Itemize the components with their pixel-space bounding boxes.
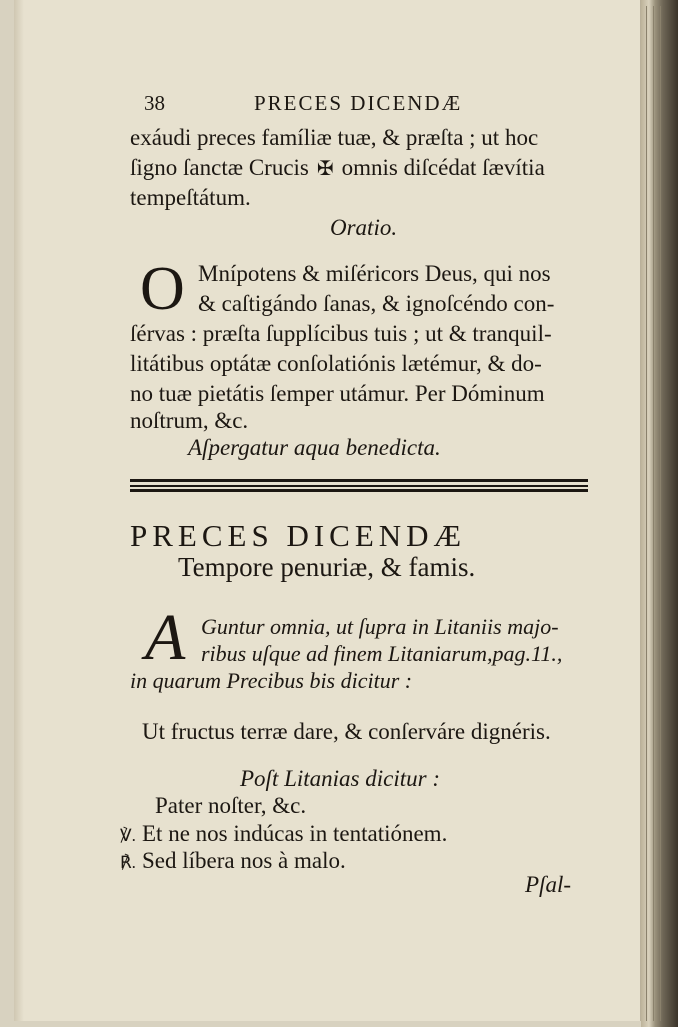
text-line: in quarum Precibus bis dicitur : [130,668,413,693]
divider [130,489,588,492]
drop-capital-a: A [145,601,186,674]
page-number: 38 [144,91,165,115]
versicle-line: ℣. Et ne nos indúcas in tentatiónem. [120,820,447,850]
section-title: PRECES DICENDÆ [130,518,467,553]
section-subtitle: Tempore penuriæ, & famis. [178,552,476,582]
text-line: ſérvas : præſta ſupplícibus tuis ; ut & tranquil- [130,321,552,346]
text-line: & caſtigándo ſanas, & ignoſcéndo con- [198,291,555,316]
divider [130,479,588,482]
versicle-icon: ℣. [120,826,136,845]
running-title: PRECES DICENDÆ [254,91,463,115]
text-line: Mnípotens & miſéricors Deus, qui nos [198,261,551,286]
rubric: Aſpergatur aqua benedicta. [188,435,441,460]
text-line: noſtrum, &c. [130,408,249,433]
text-line: litátibus optátæ conſolatiónis lætémur, & do- [130,351,542,376]
text-line: Guntur omnia, ut ſupra in Litaniis majo- [201,614,559,639]
response-line: ℟. Sed líbera nos à malo. [120,847,346,877]
oratio-heading: Oratio. [330,215,398,240]
text-line: no tuæ pietátis ſemper utámur. Per Dóminum [130,381,545,406]
text-line: exáudi preces famíliæ tuæ, & præſta ; ut hoc [130,125,539,150]
catchword: Pſal- [525,872,571,897]
text-line: ſigno ſanctæ Crucis ✠ omnis diſcédat ſævítia [130,154,545,183]
petition: Ut fructus terræ dare, & conſerváre dignéris. [142,719,551,744]
book-fore-edge [641,0,678,1027]
text-line: ribus uſque ad finem Litaniarum,pag.11., [201,641,563,666]
post-litanias-heading: Poſt Litanias dicitur : [240,766,440,791]
text-line: tempeſtátum. [130,185,251,210]
response-icon: ℟. [120,853,136,872]
drop-capital-o: O [140,255,185,323]
cross-icon: ✠ [316,158,334,180]
divider [130,485,588,487]
pater-noster: Pater noſter, &c. [155,793,307,818]
